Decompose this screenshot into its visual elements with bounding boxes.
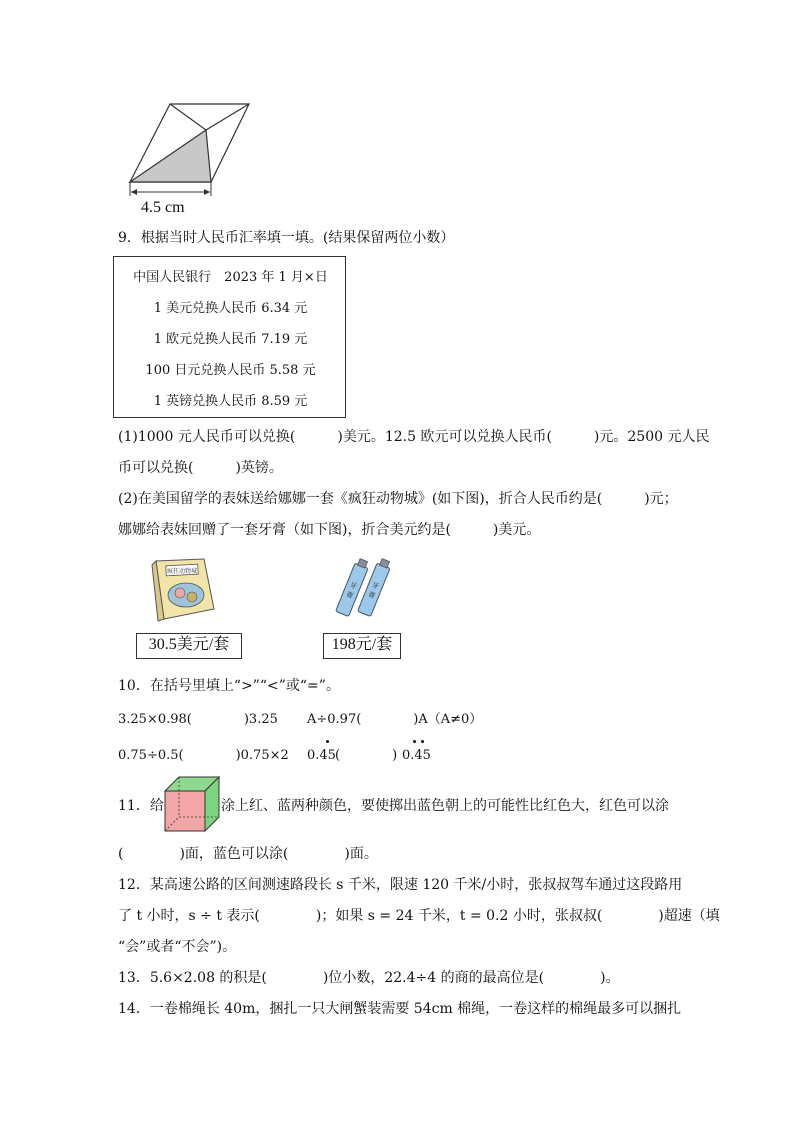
- q10-d-mid: ( ): [335, 748, 398, 763]
- q12-line3: “会”或者“不会”)。: [118, 939, 237, 955]
- book-price-label: 30.5美元/套: [136, 633, 242, 659]
- cube-figure: [164, 776, 220, 832]
- exchange-rate-box: [113, 256, 346, 418]
- q11-line2: ( )面，蓝色可以涂( )面。: [118, 846, 378, 862]
- dimension-label: 4.5 cm: [141, 199, 185, 216]
- q13-text: 13．5.6×2.08 的积是( )位小数，22.4÷4 的商的最高位是( )。: [118, 970, 620, 986]
- rate-header: 中国人民银行 2023 年 1 月×日: [133, 270, 328, 285]
- repeating-dot-2: [413, 740, 416, 743]
- q10-d-left: 0.45: [307, 748, 336, 763]
- toothpaste-price-label: 198元/套: [323, 633, 401, 659]
- q12-line2: 了 t 小时，s ÷ t 表示( )；如果 s = 24 千米，t = 0.2 小时，张叔叔( )超速（填: [118, 908, 720, 924]
- rate-eur: 1 欧元兑换人民币 7.19 元: [153, 332, 308, 347]
- q10-title: 10．在括号里填上“>”“<”或“=”。: [118, 678, 340, 694]
- q10-d-right: 0.45: [402, 748, 431, 763]
- toothpaste-label-1b: 膏: [344, 590, 355, 601]
- toothpaste-label-2: 牙: [370, 581, 381, 592]
- repeating-dot-3: [421, 740, 424, 743]
- rate-jpy: 100 日元兑换人民币 5.58 元: [145, 363, 316, 378]
- q10-c: 0.75÷0.5( )0.75×2: [118, 748, 289, 763]
- toothpaste-label-2b: 膏: [366, 590, 377, 601]
- toothpaste-illustration: [330, 558, 394, 624]
- q9-p2-line1: (2)在美国留学的表妹送给娜娜一套《疯狂动物城》(如下图)，折合人民币约是( )元；: [118, 491, 678, 507]
- repeating-dot-1: [326, 740, 329, 743]
- q11-suffix: 涂上红、蓝两种颜色，要使掷出蓝色朝上的可能性比红色大，红色可以涂: [221, 798, 669, 814]
- q14-text: 14．一卷棉绳长 40m，捆扎一只大闸蟹装需要 54cm 棉绳，一卷这样的棉绳最多可以捆扎: [118, 1001, 682, 1017]
- q12-line1: 12．某高速公路的区间测速路段长 s 千米，限速 120 千米/小时，张叔叔驾车通过这段路用: [118, 877, 683, 893]
- q9-p2-line2: 娜娜给表妹回赠了一套牙膏（如下图)，折合美元约是( )美元。: [118, 522, 541, 538]
- rate-usd: 1 美元兑换人民币 6.34 元: [153, 301, 308, 316]
- toothpaste-label-1: 牙: [348, 581, 359, 592]
- q9-p1-line1: (1)1000 元人民币可以兑换( )美元。12.5 欧元可以兑换人民币( )元。2500 元人民: [118, 429, 710, 445]
- q11-prefix: 11．给: [118, 798, 164, 814]
- q10-a: 3.25×0.98( )3.25: [118, 712, 278, 727]
- q9-title: 9．根据当时人民币汇率填一填。(结果保留两位小数）: [118, 230, 455, 246]
- q9-p1-line2: 币可以兑换( )英镑。: [118, 460, 283, 476]
- q10-b: A÷0.97( )A（A≠0）: [307, 712, 483, 727]
- book-illustration: [150, 557, 220, 625]
- book-title-text: 疯狂动物城: [166, 568, 198, 575]
- rate-gbp: 1 英镑兑换人民币 8.59 元: [153, 394, 308, 409]
